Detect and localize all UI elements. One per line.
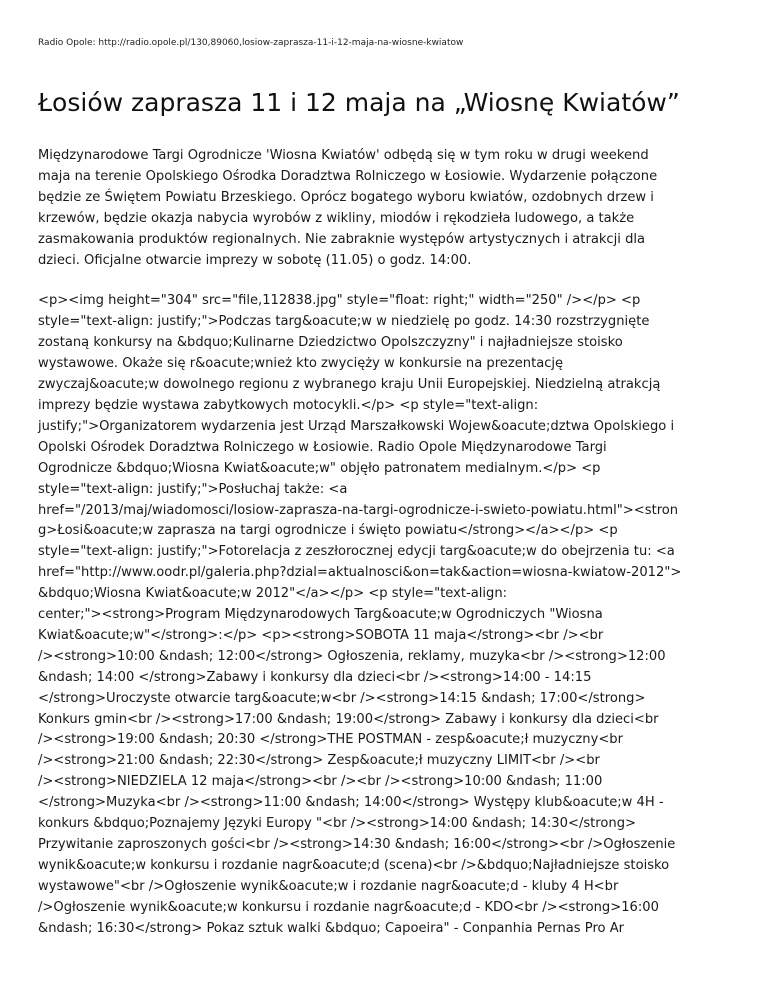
intro-line: będzie ze Świętem Powiatu Brzeskiego. Oprócz bogatego wyboru kwiatów, ozdobnych drzew i [38, 189, 654, 205]
article-body [38, 146, 738, 940]
raw-line: href="http://www.oodr.pl/galeria.php?dzial=aktualnosci&on=tak&action=wiosna-kwiatow-2012"> [38, 565, 682, 581]
raw-line: wystawowe"<br />Ogłoszenie wynik&oacute;w i rozdanie nagr&oacute;d - kluby 4 H<br [38, 878, 619, 894]
raw-line: </strong>Uroczyste otwarcie targ&oacute;w<br /><strong>14:15 &ndash; 17:00</strong> [38, 690, 646, 706]
intro-line: dzieci. Oficjalne otwarcie imprezy w sobotę (11.05) o godz. 14:00. [38, 252, 472, 268]
raw-html-paragraph [38, 291, 738, 939]
raw-line: zostaną konkursy na &bdquo;Kulinarne Dziedzictwo Opolszczyzny" i najładniejsze stoisko [38, 335, 623, 351]
intro-line: zasmakowania produktów regionalnych. Nie zabraknie występów artystycznych i atrakcji dla [38, 231, 646, 247]
raw-line: Kwiat&oacute;w"</strong>:</p> <p><strong>SOBOTA 11 maja</strong><br /><br [38, 627, 604, 643]
raw-line: &ndash; 16:30</strong> Pokaz sztuk walki &bdquo; Capoeira" - Conpanhia Pernas Pro Ar [38, 920, 625, 936]
raw-line: /><strong>10:00 &ndash; 12:00</strong> Ogłoszenia, reklamy, muzyka<br /><strong>12:00 [38, 648, 666, 664]
raw-line: wystawowe. Okaże się r&oacute;wnież kto zwycięży w konkursie na prezentację [38, 356, 564, 372]
article-title: Łosiów zaprasza 11 i 12 maja na „Wiosnę Kwiatów” [38, 88, 680, 117]
raw-line: </strong>Muzyka<br /><strong>11:00 &ndash; 14:00</strong> Występy klub&oacute;w 4H - [38, 795, 664, 811]
raw-line: center;"><strong>Program Międzynarodowych Targ&oacute;w Ogrodniczych "Wiosna [38, 607, 603, 623]
raw-line: &ndash; 14:00 </strong>Zabawy i konkursy dla dzieci<br /><strong>14:00 - 14:15 [38, 669, 592, 685]
intro-line: maja na terenie Opolskiego Ośrodka Doradztwa Rolniczego w Łosiowie. Wydarzenie połączone [38, 168, 658, 184]
intro-line: Międzynarodowe Targi Ogrodnicze 'Wiosna Kwiatów' odbędą się w tym roku w drugi weekend [38, 148, 649, 163]
raw-line: />Ogłoszenie wynik&oacute;w konkursu i rozdanie nagr&oacute;d - KDO<br /><strong>16:00 [38, 899, 659, 915]
intro-line: krzewów, będzie okazja nabycia wyrobów z wikliny, miodów i rękodzieła ludowego, a także [38, 210, 635, 226]
source-url-header: Radio Opole: http://radio.opole.pl/130,89060,losiow-zaprasza-11-i-12-maja-na-wiosne-kwiatow [38, 38, 464, 48]
raw-line: /><strong>NIEDZIELA 12 maja</strong><br /><br /><strong>10:00 &ndash; 11:00 [38, 774, 603, 790]
raw-line: &bdquo;Wiosna Kwiat&oacute;w 2012"</a></p> <p style="text-align: [38, 586, 508, 602]
raw-line: zwyczaj&oacute;w dowolnego regionu z wybranego kraju Unii Europejskiej. Niedzielną atrakcją [38, 377, 661, 393]
raw-line: wynik&oacute;w konkursu i rozdanie nagr&oacute;d (scena)<br />&bdquo;Najładniejsze stoisko [38, 857, 670, 873]
raw-line: style="text-align: justify;">Fotorelacja z zeszłorocznej edycji targ&oacute;w do obejrzenia tu: <a [38, 544, 675, 560]
raw-line: g>Łosi&oacute;w zaprasza na targi ogrodnicze i święto powiatu</strong></a></p> <p [38, 523, 618, 539]
raw-line: style="text-align: justify;">Posłuchaj także: <a [38, 481, 348, 497]
raw-line: Konkurs gmin<br /><strong>17:00 &ndash; 19:00</strong> Zabawy i konkursy dla dzieci<br [38, 711, 659, 727]
intro-paragraph [38, 146, 738, 271]
raw-line: imprezy będzie wystawa zabytkowych motocykli.</p> <p style="text-align: [38, 397, 539, 413]
raw-line: justify;">Organizatorem wydarzenia jest Urząd Marszałkowski Wojew&oacute;dztwa Opolskiego i [38, 418, 675, 434]
raw-line: /><strong>19:00 &ndash; 20:30 </strong>THE POSTMAN - zesp&oacute;ł muzyczny<br [38, 732, 623, 748]
raw-line: style="text-align: justify;">Podczas targ&oacute;w w niedzielę po godz. 14:30 rozstrzygnięte [38, 314, 650, 330]
raw-line: Ogrodnicze &bdquo;Wiosna Kwiat&oacute;w" objęło patronatem medialnym.</p> <p [38, 460, 601, 476]
raw-line: konkurs &bdquo;Poznajemy Języki Europy "<br /><strong>14:00 &ndash; 14:30</strong> [38, 816, 636, 832]
raw-line: <p><img height="304" src="file,112838.jpg" style="float: right;" width="250" /></p> <p [38, 293, 641, 309]
raw-line: Opolski Ośrodek Doradztwa Rolniczego w Łosiowie. Radio Opole Międzynarodowe Targi [38, 439, 607, 455]
raw-line: /><strong>21:00 &ndash; 22:30</strong> Zesp&oacute;ł muzyczny LIMIT<br /><br [38, 753, 600, 769]
raw-line: Przywitanie zaproszonych gości<br /><strong>14:30 &ndash; 16:00</strong><br />Ogłoszenie [38, 837, 676, 852]
raw-line: href="/2013/maj/wiadomosci/losiow-zaprasza-na-targi-ogrodnicze-i-swieto-powiatu.html"><stron [38, 502, 679, 518]
